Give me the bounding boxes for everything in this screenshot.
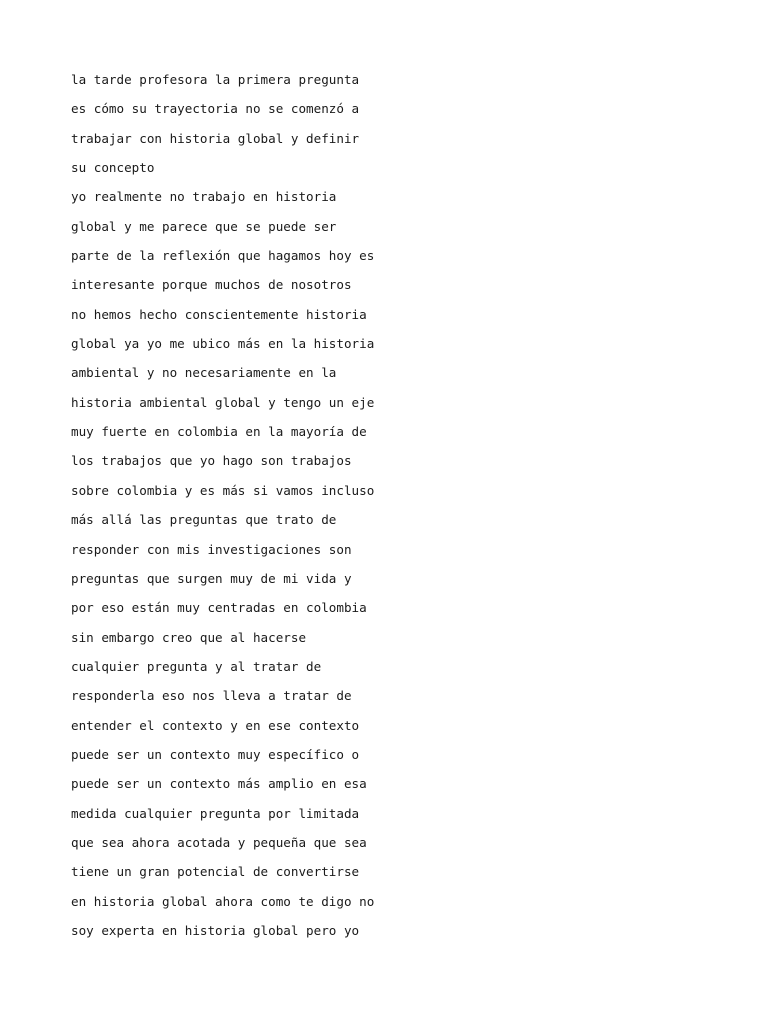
text-line: cualquier pregunta y al tratar de	[71, 658, 322, 674]
text-line: global y me parece que se puede ser	[71, 218, 337, 234]
text-line: sobre colombia y es más si vamos incluso	[71, 482, 375, 498]
text-line: por eso están muy centradas en colombia	[71, 600, 367, 616]
text-line: más allá las preguntas que trato de	[71, 512, 337, 528]
text-line: interesante porque muchos de nosotros	[71, 277, 352, 293]
text-line: que sea ahora acotada y pequeña que sea	[71, 834, 367, 850]
text-line: yo realmente no trabajo en historia	[71, 189, 337, 205]
text-line: trabajar con historia global y definir	[71, 130, 360, 146]
text-line: la tarde profesora la primera pregunta	[71, 72, 360, 87]
text-line: muy fuerte en colombia en la mayoría de	[71, 424, 367, 440]
text-line: parte de la reflexión que hagamos hoy es	[71, 248, 375, 264]
text-line: puede ser un contexto muy específico o	[71, 746, 360, 762]
text-line: tiene un gran potencial de convertirse	[71, 864, 360, 880]
text-line: en historia global ahora como te digo no	[71, 893, 375, 909]
text-line: soy experta en historia global pero yo	[71, 922, 360, 938]
text-line: ambiental y no necesariamente en la	[71, 365, 337, 381]
text-line: puede ser un contexto más amplio en esa	[71, 776, 367, 792]
text-line: responderla eso nos lleva a tratar de	[71, 688, 352, 704]
text-line: su concepto	[71, 160, 155, 176]
transcript-text	[71, 68, 711, 948]
text-line: global ya yo me ubico más en la historia	[71, 336, 375, 352]
text-line: es cómo su trayectoria no se comenzó a	[71, 101, 360, 117]
text-line: no hemos hecho conscientemente historia	[71, 306, 367, 322]
text-line: historia ambiental global y tengo un eje	[71, 394, 375, 410]
text-line: medida cualquier pregunta por limitada	[71, 805, 360, 821]
text-line: entender el contexto y en ese contexto	[71, 717, 360, 733]
text-line: responder con mis investigaciones son	[71, 541, 352, 557]
text-line: sin embargo creo que al hacerse	[71, 629, 307, 645]
text-line: los trabajos que yo hago son trabajos	[71, 453, 352, 469]
text-line: preguntas que surgen muy de mi vida y	[71, 570, 352, 586]
